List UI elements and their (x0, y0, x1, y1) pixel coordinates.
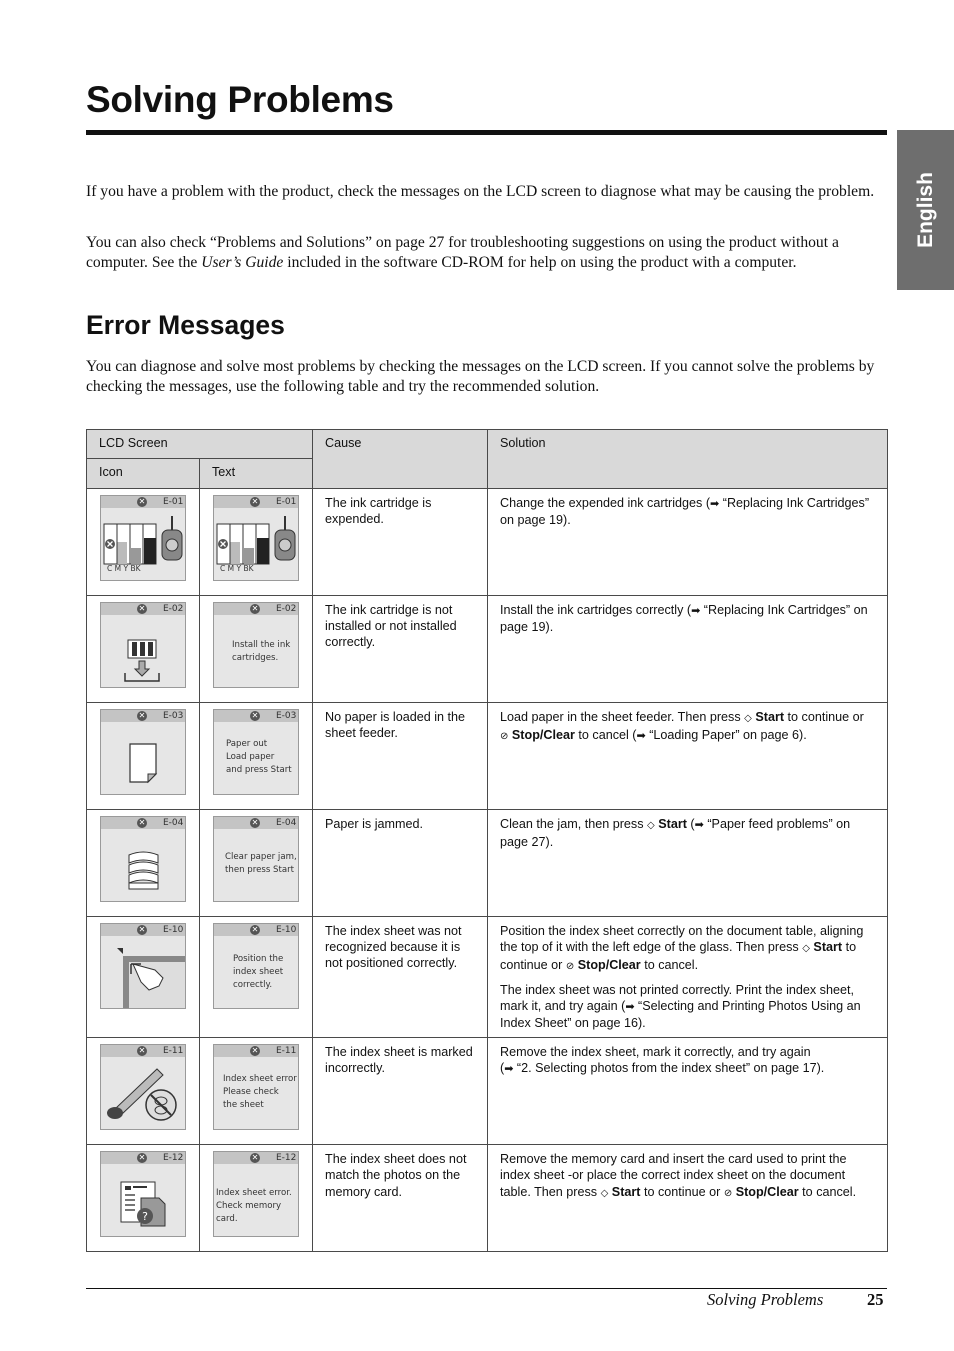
lcd-screen-text (213, 495, 299, 581)
solution-text (500, 709, 875, 745)
solution-part: to continue or (500, 940, 857, 973)
memory-card-mismatch-icon (101, 1164, 185, 1236)
lcd-screen-icon (100, 816, 186, 902)
marking-error-icon (101, 1057, 185, 1129)
cause-cell: The index sheet was not recognized because it is not positioned correctly. (313, 917, 488, 1038)
header-cause: Cause (313, 430, 488, 489)
error-icon: ✕ (138, 604, 146, 613)
solution-cell (488, 703, 888, 810)
solution-text (500, 923, 875, 976)
table-row (87, 489, 888, 596)
error-icon: ✕ (138, 1153, 146, 1163)
error-code: E-01 (163, 497, 184, 507)
error-icon: ✕ (251, 925, 259, 934)
lcd-screen-icon (100, 602, 186, 688)
solution-part: “2. Selecting photos from the index sheet” on page 17). (513, 1061, 825, 1076)
solution-cell (488, 810, 888, 917)
paper-jam-icon (101, 829, 185, 901)
lcd-icon-cell (87, 596, 200, 703)
solution-part: Change the expended ink cartridges ( (500, 496, 711, 510)
solution-cell (488, 596, 888, 703)
solution-text (500, 1151, 875, 1202)
error-code: E-11 (163, 1046, 184, 1057)
solution-part: “Loading Paper” on page 6). (645, 728, 807, 743)
cause-cell: The ink cartridge is not installed or not installed correctly. (313, 596, 488, 703)
error-code: E-10 (163, 925, 184, 935)
page-title: Solving Problems (86, 79, 394, 120)
stop-icon: ⊘ (500, 731, 509, 743)
error-icon: ✕ (138, 497, 146, 506)
header-text: Text (200, 459, 313, 489)
header-solution: Solution (488, 430, 888, 489)
error-icon: ✕ (138, 818, 146, 827)
stop-icon: ⊘ (723, 1187, 733, 1199)
error-icon: ✕ (138, 711, 146, 720)
error-icon: ✕ (138, 925, 146, 934)
solution-cell (488, 917, 888, 1038)
solution-part: Install the ink cartridges correctly ( (500, 603, 692, 617)
table-row (87, 1145, 888, 1252)
table-row (87, 917, 888, 1038)
start-icon: ◇ (647, 820, 655, 831)
lcd-screen-text (213, 1044, 299, 1130)
lcd-text-cell (200, 489, 313, 596)
lcd-message: Paper out Load paper and press Start (226, 739, 292, 775)
stop-icon: ⊘ (565, 961, 575, 973)
solution-part: “Replacing Ink Cartridges” on page 19). (500, 603, 868, 635)
solution-part: The index sheet was not printed correctly. Print the index sheet, mark it, and try again ( (500, 982, 854, 1013)
lcd-screen-icon (100, 495, 186, 581)
page-number: 25 (867, 1290, 884, 1309)
solution-part: Load paper in the sheet feeder. Then press (500, 710, 745, 724)
footer-section-title: Solving Problems (707, 1290, 824, 1309)
intro-text: included in the software CD-ROM for help on using the product with a computer. (283, 253, 797, 271)
error-icon: ✕ (251, 1046, 259, 1056)
lcd-icon-cell (87, 489, 200, 596)
error-icon: ✕ (251, 604, 259, 613)
paper-out-icon (101, 722, 185, 794)
start-button-label: Start (611, 1184, 641, 1199)
error-code: E-01 (276, 497, 297, 507)
solution-text (500, 1044, 875, 1077)
language-tab-label: English (913, 172, 937, 248)
solution-part: “Selecting and Printing Photos Using an Index Sheet” on page 16). (500, 998, 861, 1031)
footer-rule (86, 1288, 887, 1289)
index-sheet-position-icon (101, 936, 185, 1008)
start-icon: ◇ (802, 943, 810, 955)
error-icon: ✕ (251, 1153, 259, 1163)
lcd-message: Position the index sheet correctly. (233, 954, 284, 990)
solution-cell (488, 1038, 888, 1145)
solution-part: “Paper feed problems” on page 27). (500, 817, 851, 850)
lcd-text-cell (200, 810, 313, 917)
solution-part: Position the index sheet correctly on the document table, aligning the top of it with the left edge of the glass. Then press (500, 924, 864, 955)
error-code: E-02 (276, 604, 297, 614)
solution-part: to cancel. (640, 958, 699, 973)
language-tab (897, 130, 954, 290)
lcd-screen-icon (100, 709, 186, 795)
lcd-icon-cell (87, 917, 200, 1038)
solution-part: Remove the index sheet, mark it correctly, and try again (500, 1045, 811, 1060)
solution-part: Remove the memory card and insert the card used to print the index sheet -or place the correct index sheet on the document table. Then press (500, 1152, 847, 1199)
solution-text (500, 816, 875, 850)
lcd-message: Index sheet error. Check memory card. (216, 1188, 292, 1225)
cmy-labels: C M Y BK (107, 564, 141, 573)
lcd-screen-text (213, 602, 299, 688)
cause-cell: The index sheet is marked incorrectly. (313, 1038, 488, 1145)
error-code: E-04 (276, 818, 297, 828)
lcd-screen-icon (100, 923, 186, 1009)
error-code: E-12 (163, 1153, 184, 1164)
solution-cell (488, 1145, 888, 1252)
section-intro: You can diagnose and solve most problems by checking the messages on the LCD screen. If you cannot solve the problems by checking the messages, use the following table and try the recommended solution. (86, 358, 875, 395)
error-code: E-11 (276, 1046, 297, 1057)
lcd-icon-cell (87, 810, 200, 917)
intro-paragraph-1: If you have a problem with the product, check the messages on the LCD screen to diagnose what may be causing the problem. (86, 183, 875, 200)
solution-text (500, 602, 875, 635)
lcd-screen-icon (100, 1044, 186, 1130)
reference-arrow-icon: ➡ (504, 1062, 514, 1076)
lcd-screen-text (213, 923, 299, 1009)
cause-cell: No paper is loaded in the sheet feeder. (313, 703, 488, 810)
lcd-icon-cell (87, 1145, 200, 1252)
lcd-screen-icon (100, 1151, 186, 1237)
lcd-text-cell (200, 1145, 313, 1252)
reference-arrow-icon: ➡ (636, 729, 646, 743)
solution-part: to continue or (784, 710, 864, 724)
solution-part: to cancel. (798, 1184, 857, 1199)
start-icon: ◇ (744, 713, 752, 724)
lcd-icon-cell (87, 1038, 200, 1145)
start-button-label: Start (755, 710, 785, 724)
header-icon: Icon (87, 459, 200, 489)
error-icon: ✕ (251, 711, 259, 720)
solution-part: ( (500, 1061, 505, 1076)
lcd-screen-text (213, 709, 299, 795)
reference-arrow-icon: ➡ (625, 999, 635, 1013)
lcd-text-cell (200, 917, 313, 1038)
solution-text (500, 495, 875, 528)
lcd-text-cell (200, 1038, 313, 1145)
intro-paragraph-2 (86, 233, 886, 272)
intro-text: You can also check “Problems and Solutions” on page 27 for troubleshooting suggestions on using the product without a computer. See the (86, 234, 839, 271)
start-button-label: Start (813, 940, 843, 955)
solution-part: ( (686, 817, 695, 831)
solution-text (500, 982, 875, 1032)
table-row (87, 1038, 888, 1145)
error-messages-table (86, 429, 888, 1252)
lcd-message: Install the ink cartridges. (232, 640, 291, 663)
stop-clear-button-label: Stop/Clear (735, 1184, 799, 1199)
reference-arrow-icon: ➡ (710, 497, 720, 510)
start-button-label: Start (658, 817, 687, 831)
stop-clear-button-label: Stop/Clear (577, 958, 641, 973)
header-lcd-screen: LCD Screen (87, 430, 313, 459)
table-row (87, 703, 888, 810)
section-heading: Error Messages (86, 310, 285, 340)
error-code: E-04 (163, 818, 184, 828)
lcd-icon-cell (87, 703, 200, 810)
solution-part: to continue or (640, 1184, 724, 1199)
lcd-message: Index sheet error Please check the sheet (223, 1074, 297, 1111)
error-code: E-02 (163, 604, 184, 614)
solution-part: “Replacing Ink Cartridges” on page 19). (500, 496, 870, 528)
error-icon: ✕ (138, 1046, 146, 1056)
cause-cell: The index sheet does not match the photos on the memory card. (313, 1145, 488, 1252)
error-icon: ✕ (251, 497, 259, 506)
cause-cell: Paper is jammed. (313, 810, 488, 917)
table-row (87, 596, 888, 703)
lcd-text-cell (200, 596, 313, 703)
solution-cell (488, 489, 888, 596)
lcd-screen-text (213, 816, 299, 902)
error-code: E-12 (276, 1153, 297, 1164)
error-code: E-03 (163, 711, 184, 721)
cause-cell: The ink cartridge is expended. (313, 489, 488, 596)
error-code: E-10 (276, 925, 297, 935)
reference-arrow-icon: ➡ (691, 604, 701, 617)
lcd-text-cell (200, 703, 313, 810)
start-icon: ◇ (600, 1187, 609, 1199)
users-guide-title: User’s Guide (201, 253, 284, 271)
title-rule (86, 130, 887, 135)
table-row (87, 810, 888, 917)
lcd-message: Clear paper jam, then press Start (225, 852, 297, 875)
error-icon: ✕ (251, 818, 259, 827)
cmy-labels: C M Y BK (220, 564, 254, 573)
reference-arrow-icon: ➡ (694, 818, 704, 831)
stop-clear-button-label: Stop/Clear (511, 728, 575, 743)
solution-part: to cancel ( (574, 728, 637, 743)
svg-text:?: ? (142, 1210, 148, 1224)
lcd-screen-text (213, 1151, 299, 1237)
solution-part: Clean the jam, then press (500, 817, 648, 831)
install-cartridge-icon (101, 615, 185, 687)
error-code: E-03 (276, 711, 297, 721)
